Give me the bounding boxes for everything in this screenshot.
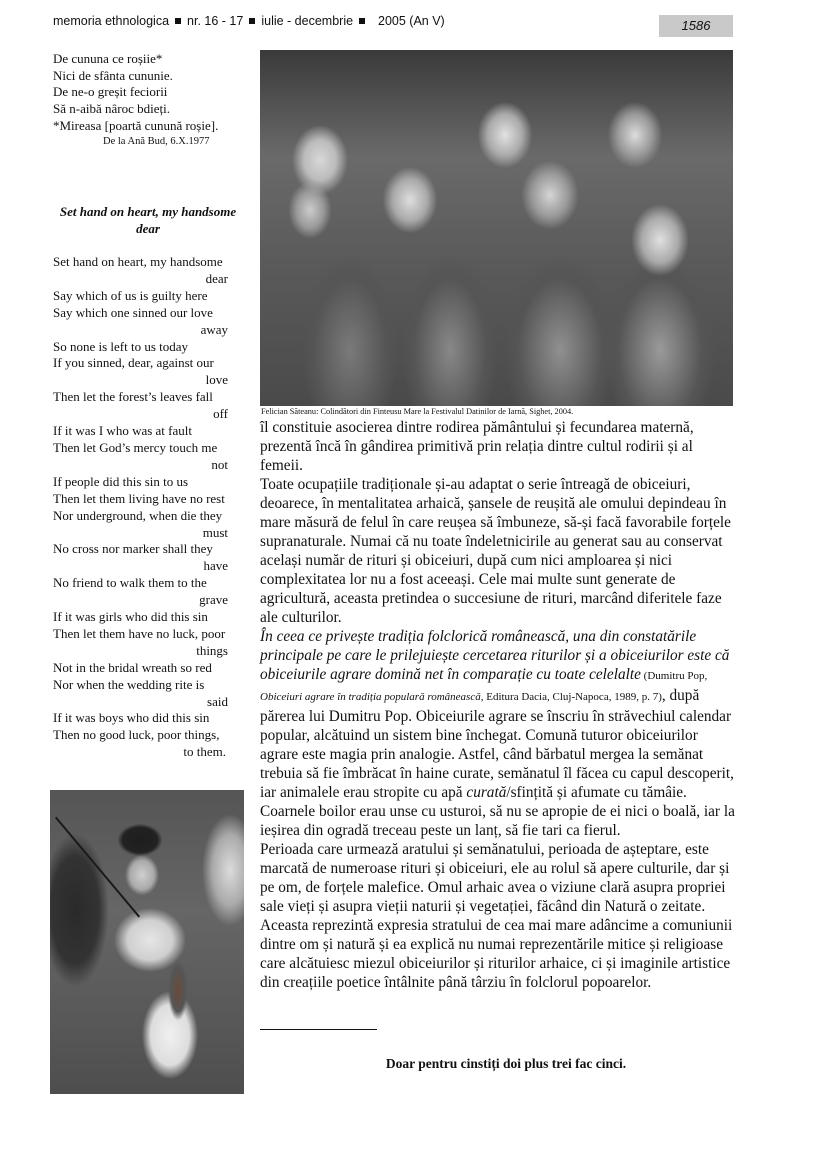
paragraph: Toate ocupațiile tradiționale și-au adaptat o serie întreagă de obiceiuri, deoarece, în mentalitatea arhaică, șansele de reușită ale omului depindeau în mare măsură de felul în care reușea să îmbuneze, să-și facă favorabile forțele supranaturale. Numai că nu toate îndeletnicirile au generat sau au conservat același număr de rituri și obiceiuri, după cum nici amploarea și nici complexitatea lor nu a fost aceeași. Cele mai multe sunt generate de agricultură, aceasta pretindea o succesiune de rituri, marcând diferitele faze ale culturilor.	[260, 476, 731, 626]
poem-line-wrap: things	[196, 642, 228, 658]
citation-open: (Dumitru Pop,	[640, 670, 708, 682]
poem-line: So none is left to us today	[53, 338, 189, 354]
poem-line: If it was boys who did this sin	[53, 710, 210, 726]
poem-line: If people did this sin to us	[53, 473, 189, 489]
footer-motto: Doar pentru cinstiți doi plus trei fac cinci.	[385, 1056, 627, 1071]
poem-line: Then let the forest’s leaves fall	[53, 389, 213, 405]
poem-line: No cross nor marker shall they	[53, 541, 213, 557]
photo-boy-with-violin	[50, 790, 244, 1094]
violin-bow-shape	[55, 817, 140, 918]
poem-line: Then let them have no luck, poor	[53, 625, 226, 641]
issue-period: iulie - decembrie	[261, 14, 354, 28]
poem-line: De ne-o greșit feciorii	[53, 84, 168, 100]
poem-line: If it was I who was at fault	[53, 423, 192, 439]
citation-title: Obiceiuri agrare în tradiția populară românească	[260, 691, 481, 703]
paragraph	[260, 627, 736, 840]
citation-rest: , Editura Dacia, Cluj-Napoca, 1989, p. 7)	[480, 691, 662, 703]
paragraph: Perioada care urmează aratului și semănatului, perioada de așteptare, este marcată de numeroase rituri și obiceiuri, ele au rolul să apere culturile, dar și pe om, de forțele malefice. Omul arhaic avea o viziune clară asupra propriei sale vieți și asupra vieții naturii și vegetației, făcând din Natură o zeitate. Aceasta reprezintă expresia stratului de cea mai mare adâncime a comuniunii dintre om și natură și ea explică nu numai reprezentările mitice și religioase care alcătuiesc miezul obiceiurilor și riturilor arhaice, ci și imaginile artistice din creațiile poetice întâlnite până târziu în folclorul popoarelor.	[260, 841, 733, 991]
running-header	[53, 14, 445, 28]
poem-line-wrap: have	[203, 558, 228, 574]
paragraph-text: /sfințită și afumate cu tămâie. Coarnele boilor erau unse cu usturoi, să nu se apropie de ei nici o boală, iar la ieșirea din ogradă treceau peste un lanț, să fie tari ca fierul.	[260, 784, 735, 839]
poem-line-wrap: off	[213, 406, 228, 422]
poem-line: Then no good luck, poor things,	[53, 727, 220, 743]
poem-line-wrap: not	[211, 456, 228, 472]
poem-line: If you sinned, dear, against our	[53, 355, 214, 371]
square-bullet-icon	[359, 18, 365, 24]
poem-line-wrap: love	[205, 372, 228, 388]
poem-line: No friend to walk them to the	[53, 575, 207, 591]
issue-number: nr. 16 - 17	[187, 14, 244, 28]
poem-english	[53, 254, 236, 761]
issue-year: 2005 (An V)	[378, 14, 445, 28]
poem-line-wrap: said	[207, 693, 228, 709]
poem-line: Să n-aibă nâroc bdieți.	[53, 101, 170, 117]
poem-line: *Mireasa [poartă cunună roșie].	[53, 117, 219, 133]
poem-line: Then let them living have no rest	[53, 490, 225, 506]
poem-line-wrap: must	[202, 524, 228, 540]
article-body	[260, 418, 736, 992]
poem-line: Set hand on heart, my handsome	[53, 254, 223, 269]
poem-line: Not in the bridal wreath so red	[53, 659, 212, 675]
poem-line: De cununa ce roșiie*	[53, 51, 163, 66]
journal-name: memoria ethnologica	[53, 14, 170, 28]
poem-line: Nici de sfânta cununie.	[53, 67, 173, 83]
poem-line: Nor underground, when die they	[53, 507, 223, 523]
square-bullet-icon	[175, 18, 181, 24]
square-bullet-icon	[249, 18, 255, 24]
footnote-rule	[260, 1029, 377, 1030]
poem-line: If it was girls who did this sin	[53, 609, 208, 625]
poem-line: Say which of us is guilty here	[53, 287, 208, 303]
poem-line-wrap: away	[200, 321, 228, 337]
page-number: 1586	[659, 15, 733, 37]
italic-quote: În ceea ce privește tradiția folclorică românească, una din constatările principale pe care le prilejuiește cercetarea riturilor și a obiceiurilor este că obiceiurile agrare domină net în comparație cu toate celelalte	[260, 628, 730, 683]
paragraph: îl constituie asocierea dintre rodirea pământului și fecundarea maternă, prezentă încă în gândirea primitivă prin relația dintre cultul rodirii și al femeii.	[260, 419, 694, 474]
poem-romanian	[53, 51, 253, 149]
poem-english-title: Set hand on heart, my handsome dear	[59, 204, 237, 236]
poem-line-wrap: dear	[205, 270, 228, 286]
poem-line: Say which one sinned our love	[53, 304, 213, 320]
photo-caption: Felician Săteanu: Colindători din Finteusu Mare la Festivalul Datinilor de Iarnă, Sighet, 2004.	[261, 407, 574, 416]
photo-carolers-children	[260, 50, 733, 406]
poem-line: Then let God’s mercy touch me	[53, 439, 218, 455]
paragraph-text: , după părerea lui Dumitru Pop. Obiceiurile agrare se înscriu în străvechiul calendar popular, alcătuind un sistem bine închegat. Comună tuturor obiceiurilor agrare este magia prin analogie. Astfel, când bărbatul mergea la semănat trebuia să fie îmbrăcat în haine curate, semănatul îl făcea cu capul descoperit, iar animalele erau stropite cu apă	[260, 687, 734, 801]
poem-line: Nor when the wedding rite is	[53, 676, 205, 692]
poem-source: De la Ană Bud, 6.X.1977	[103, 135, 210, 147]
italic-word: curată	[466, 784, 507, 801]
poem-line-wrap: grave	[199, 592, 228, 608]
poem-line-wrap: to them.	[183, 744, 226, 760]
